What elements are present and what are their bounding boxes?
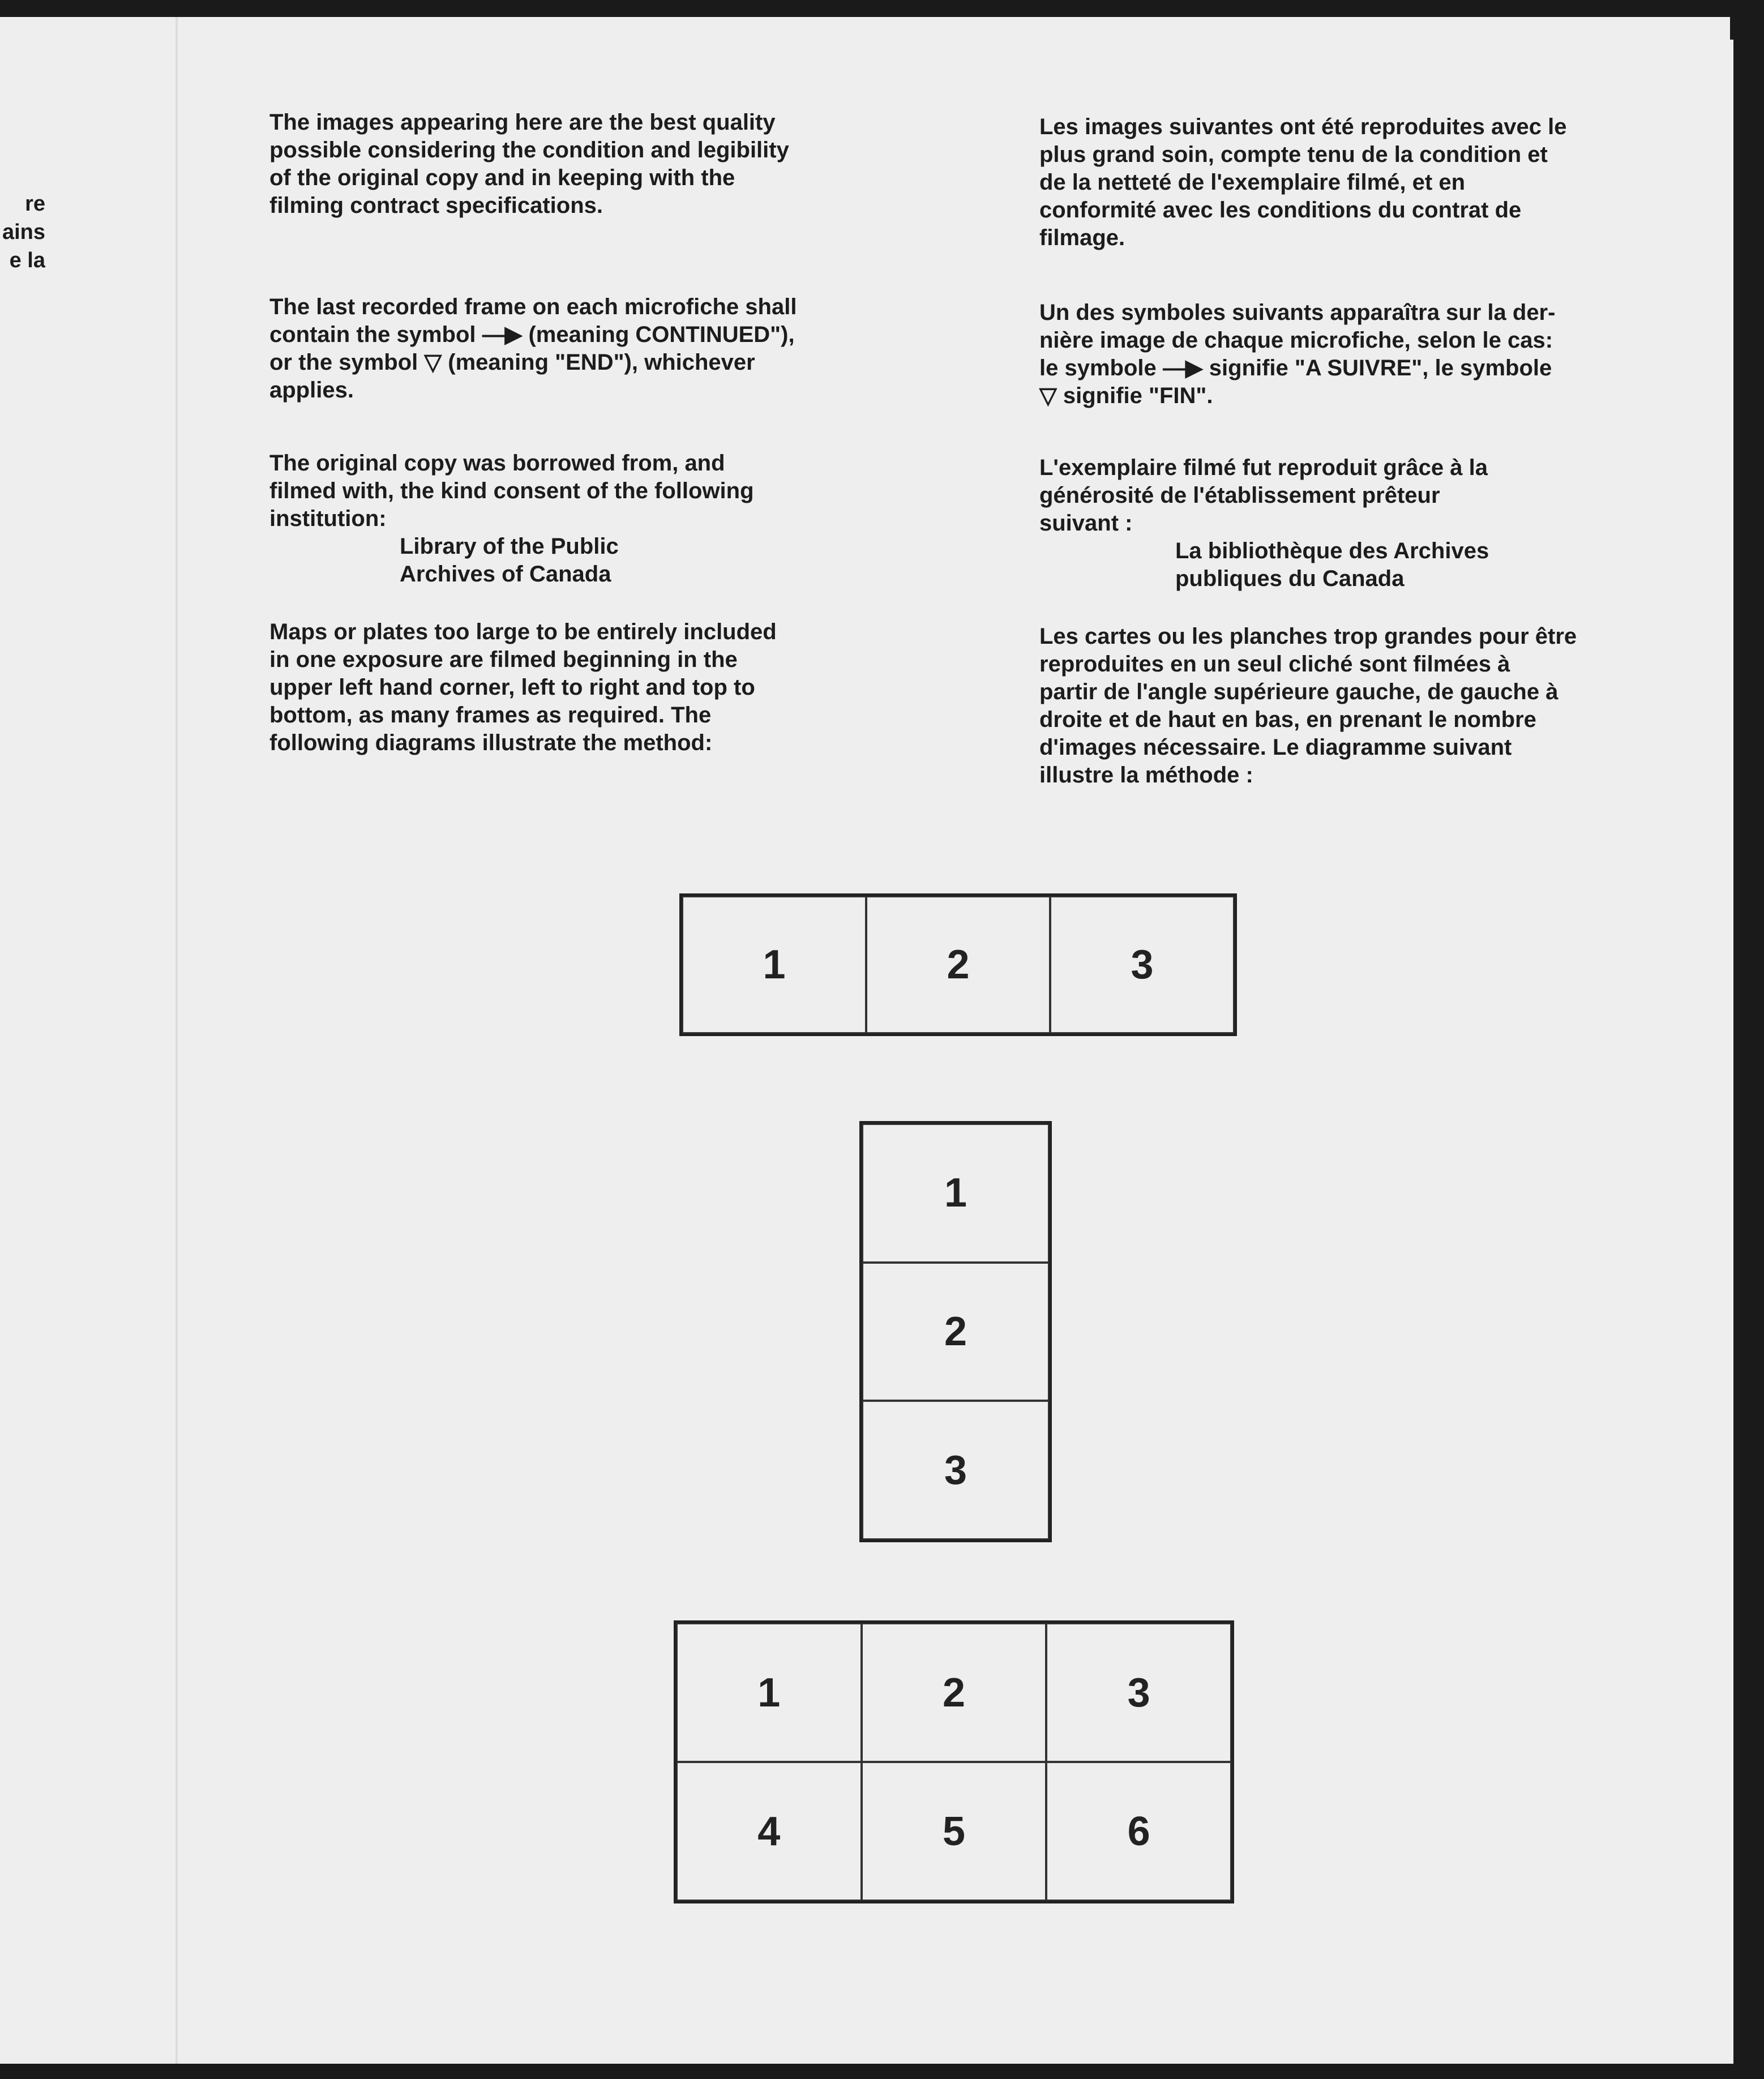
en-method-paragraph: [269, 618, 937, 757]
text-line: upper left hand corner, left to right and top to: [269, 675, 755, 700]
en-institution-paragraph: [269, 450, 937, 588]
text-line: applies.: [269, 378, 354, 403]
text-line: Un des symboles suivants apparaîtra sur la der-: [1039, 300, 1556, 325]
frame-cell: 1: [862, 1124, 1049, 1263]
frame-cell: 3: [1050, 896, 1234, 1033]
text-line: of the original copy and in keeping with the: [269, 165, 735, 190]
text-line: L'exemplaire filmé fut reproduit grâce à la: [1039, 455, 1488, 480]
text-line: Les images suivantes ont été reproduites avec le: [1039, 114, 1567, 139]
text-line: ▽ signifie "FIN".: [1039, 383, 1213, 408]
text-line: Les cartes ou les planches trop grandes pour être: [1039, 624, 1577, 649]
frame-cell: 3: [862, 1401, 1049, 1539]
fr-institution-paragraph: [1039, 454, 1673, 593]
frame-cell: 5: [862, 1762, 1047, 1901]
institution-name-line: Library of the Public: [400, 534, 619, 559]
institution-name-line: Archives of Canada: [400, 562, 611, 587]
frame-cell: 1: [677, 1623, 862, 1762]
page-fold-line: [175, 17, 178, 2064]
fragment-line: ains: [2, 220, 45, 244]
diagram-horizontal-strip: [679, 893, 1237, 1036]
text-line: partir de l'angle supérieure gauche, de gauche à: [1039, 679, 1559, 704]
frame-cell: 2: [862, 1263, 1049, 1401]
en-symbols-paragraph: [269, 293, 937, 404]
text-line: de la netteté de l'exemplaire filmé, et en: [1039, 170, 1466, 195]
text-line: institution:: [269, 506, 387, 531]
frame-cell: 2: [866, 896, 1050, 1033]
text-line: conformité avec les conditions du contrat de: [1039, 198, 1522, 223]
institution-name-line: publiques du Canada: [1175, 566, 1405, 591]
diagram-grid-layout: [674, 1620, 1234, 1903]
text-line: nière image de chaque microfiche, selon le cas:: [1039, 328, 1553, 353]
fragment-line: e la: [9, 249, 45, 272]
frame-cell: 1: [682, 896, 866, 1033]
text-line: possible considering the condition and legibility: [269, 138, 789, 162]
text-line: bottom, as many frames as required. The: [269, 703, 712, 728]
text-line: The last recorded frame on each microfiche shall: [269, 294, 797, 319]
fragment-line: re: [25, 192, 45, 216]
frame-cell: 2: [862, 1623, 1047, 1762]
text-line: illustre la méthode :: [1039, 763, 1253, 788]
frame-cell: 4: [677, 1762, 862, 1901]
diagram-vertical-strip: [859, 1121, 1052, 1542]
institution-name-line: La bibliothèque des Archives: [1175, 538, 1489, 563]
frame-cell: 6: [1046, 1762, 1231, 1901]
frame-cell: 3: [1046, 1623, 1231, 1762]
text-line: d'images nécessaire. Le diagramme suivant: [1039, 735, 1512, 760]
fr-quality-paragraph: [1039, 113, 1673, 252]
text-line: reproduites en un seul cliché sont filmées à: [1039, 652, 1510, 677]
text-line: Maps or plates too large to be entirely included: [269, 619, 777, 644]
text-line: le symbole —▶ signifie "A SUIVRE", le symbole: [1039, 356, 1552, 380]
text-line: filmage.: [1039, 225, 1125, 250]
text-line: plus grand soin, compte tenu de la condition et: [1039, 142, 1548, 167]
crop-mark: [1730, 17, 1733, 40]
fr-method-paragraph: [1039, 623, 1673, 789]
text-line: following diagrams illustrate the method:: [269, 730, 713, 755]
text-line: The images appearing here are the best quality: [269, 110, 776, 135]
fr-symbols-paragraph: [1039, 299, 1673, 410]
text-line: contain the symbol —▶ (meaning CONTINUED"),: [269, 322, 795, 347]
text-line: filming contract specifications.: [269, 193, 603, 218]
previous-page-fragment: [0, 190, 45, 275]
text-line: The original copy was borrowed from, and: [269, 451, 725, 476]
en-quality-paragraph: [269, 109, 937, 220]
text-line: filmed with, the kind consent of the following: [269, 478, 754, 503]
text-line: générosité de l'établissement prêteur: [1039, 483, 1440, 508]
text-line: droite et de haut en bas, en prenant le nombre: [1039, 707, 1536, 732]
text-line: suivant :: [1039, 511, 1133, 536]
text-line: or the symbol ▽ (meaning "END"), whichever: [269, 350, 755, 375]
text-line: in one exposure are filmed beginning in the: [269, 647, 738, 672]
